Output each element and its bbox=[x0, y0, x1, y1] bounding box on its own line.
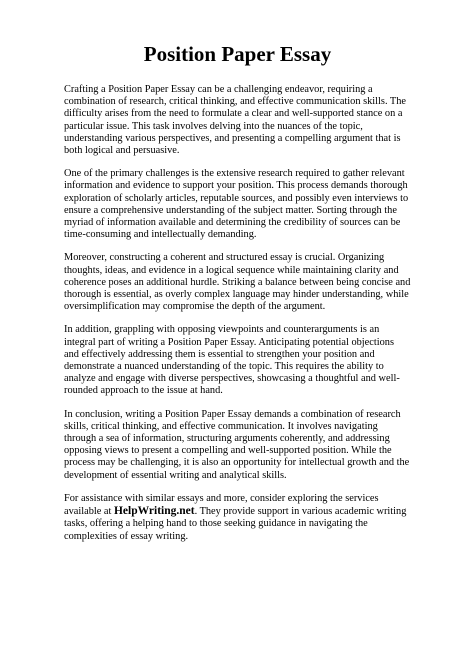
paragraph-essay-structure: Moreover, constructing a coherent and structured essay is crucial. Organizing thoughts, ideas, and evidence in a logical sequence while maintaining clarity and coherence poses an additional hurdle. Striking a balance between being concise and thorough is essential, as overly complex language may hinder understanding, while oversimplification may compromise the depth of the argument. bbox=[64, 252, 411, 313]
paragraph-introduction: Crafting a Position Paper Essay can be a challenging endeavor, requiring a combination of research, critical thinking, and effective communication skills. The difficulty arises from the need to formulate a clear and well-supported stance on a particular issue. This task involves delving into the nuances of the topic, understanding various perspectives, and presenting a compelling argument that is both logical and persuasive. bbox=[64, 84, 407, 157]
document-title: Position Paper Essay bbox=[143, 42, 332, 66]
helpwriting-brand: HelpWriting.net bbox=[113, 505, 195, 518]
closing-text-before: For assistance with similar essays and more, consider exploring the services available at bbox=[64, 492, 379, 518]
paragraph-conclusion: In conclusion, writing a Position Paper Essay demands a combination of research skills, critical thinking, and effective communication. It involves navigating through a sea of information, structuring arguments coherently, and addressing opposing views to present a compelling and well-supported position. While the process may be challenging, it is also an opportunity for intellectual growth and the development of essential writing and analytical skills. bbox=[64, 408, 410, 481]
paragraph-closing-note bbox=[64, 493, 411, 543]
paragraph-counterarguments: In addition, grappling with opposing viewpoints and counterarguments is an integral part of writing a Position Paper Essay. Anticipating potential objections and effectively addressing them is essential to strengthen your position and demonstrate a nuanced understanding of the topic. This requires the ability to analyze and engage with diverse perspectives, showcasing a thoughtful and well-rounded approach to the issue at hand. bbox=[64, 324, 400, 397]
closing-text-after: . They provide support in various academic writing tasks, offering a helping hand to those seeking guidance in navigating the complexities of essay writing. bbox=[64, 506, 407, 542]
paragraph-research-challenges: One of the primary challenges is the extensive research required to gather relevant information and evidence to support your position. This process demands thorough exploration of scholarly articles, reputable sources, and possibly even interviews to ensure a comprehensive understanding of the subject matter. Sorting through the myriad of information available and determining the credibility of sources can be time-consuming and intellectually demanding. bbox=[64, 168, 409, 241]
